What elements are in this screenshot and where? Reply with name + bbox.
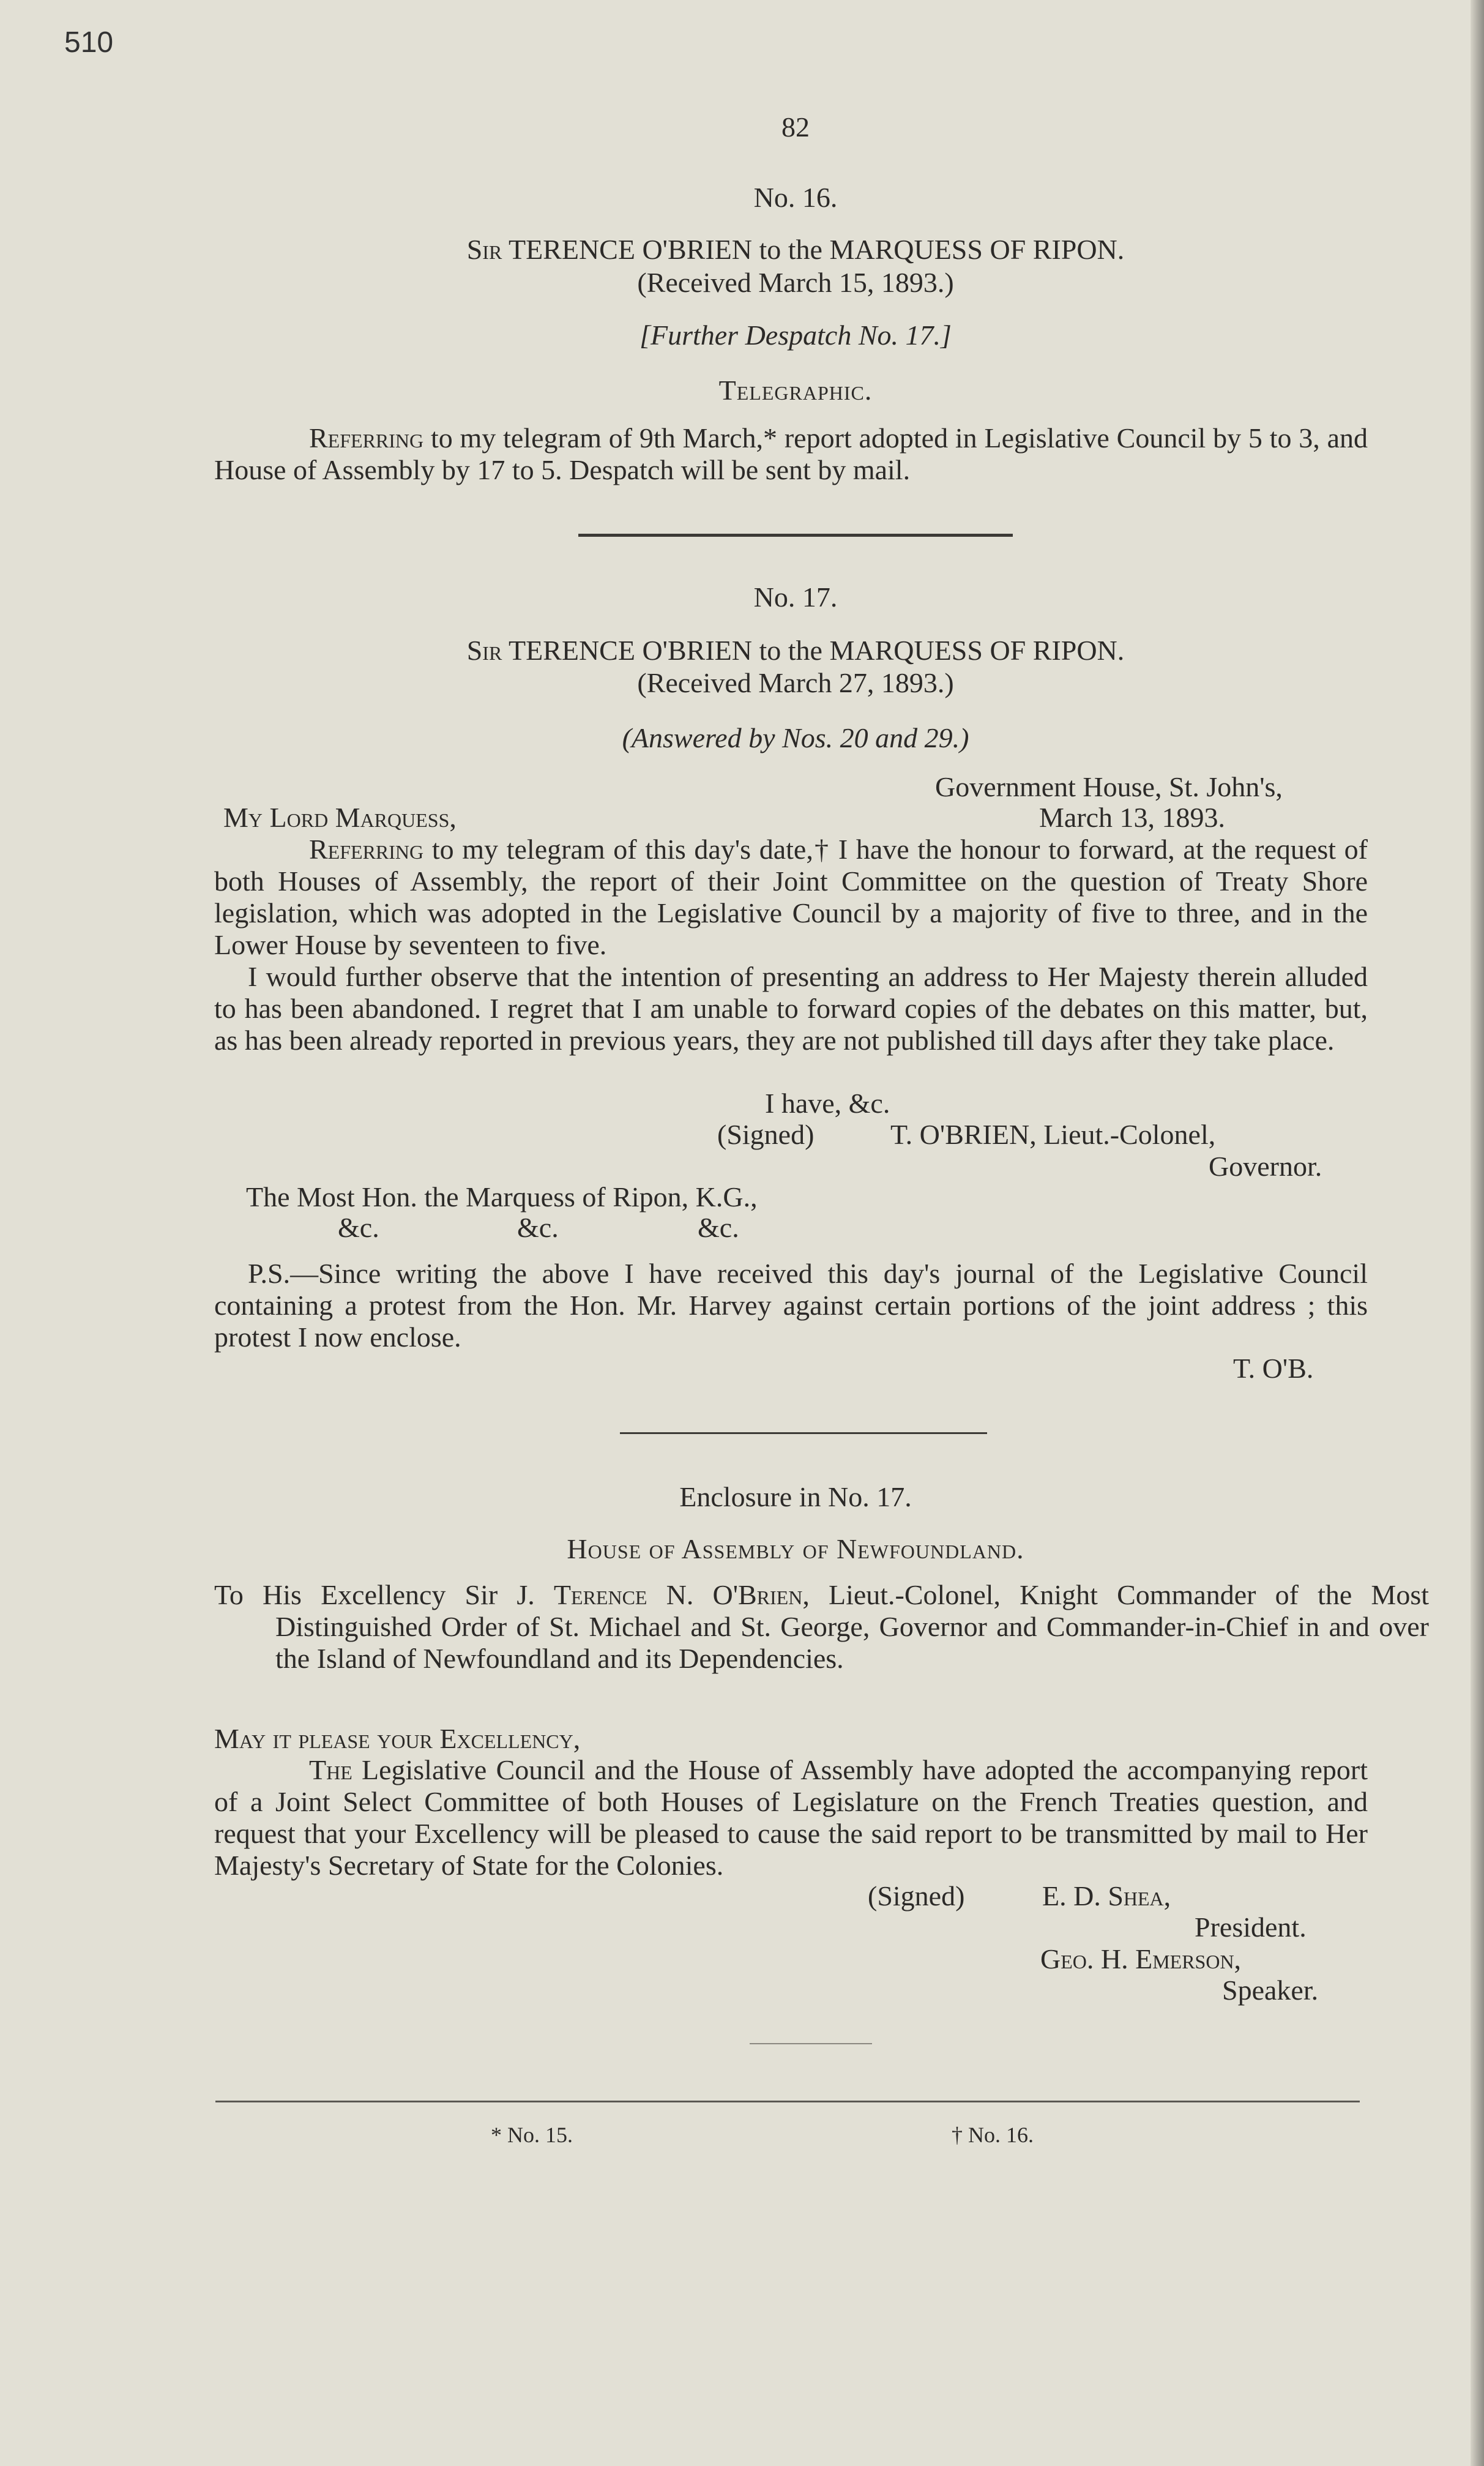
doc16-heading — [220, 234, 1371, 266]
footnote-1: * No. 15. — [491, 2123, 573, 2147]
enclosure-signed: (Signed) — [868, 1880, 965, 1911]
doc17-etc3: &c. — [698, 1212, 739, 1243]
doc17-etc2: &c. — [517, 1212, 559, 1243]
doc17-para1-lead: Referring — [309, 834, 424, 865]
enclosure-to-b: N. O' — [647, 1579, 738, 1610]
section-divider-2 — [620, 1432, 987, 1434]
doc16-further: [Further Despatch No. 17.] — [639, 319, 952, 351]
doc17-para1-text: to my telegram of this day's date,† I have the honour to forward, at the request of both Houses of Assembly, the report of their Joint Committee on the question of Treaty Shore legislation, which was adopted in the Legislative Council by a majority of five to three, and in the Lower House by seventeen to five. — [214, 834, 1368, 960]
doc16-body-text: to my telegram of 9th March,* report adopted in Legislative Council by 5 to 3, and House of Assembly by 17 to 5. Despatch will be sent by mail. — [214, 422, 1368, 485]
doc17-signed: (Signed) — [717, 1119, 815, 1150]
doc17-answered: (Answered by Nos. 20 and 29.) — [622, 722, 969, 753]
enclosure-to-name: Terence — [553, 1579, 647, 1610]
doc17-closing: I have, &c. — [765, 1088, 890, 1119]
footnote-2: † No. 16. — [952, 2123, 1034, 2147]
doc16-body-lead: Referring — [309, 422, 424, 454]
doc17-heading — [220, 635, 1371, 667]
doc17-ps-initials: T. O'B. — [1233, 1353, 1314, 1384]
doc17-received: (Received March 27, 1893.) — [637, 667, 954, 698]
page-number: 82 — [781, 111, 810, 143]
doc16-body — [214, 422, 1368, 486]
doc17-signer: T. O'BRIEN, Lieut.-Colonel, — [890, 1119, 1216, 1150]
enclosure-to-name2: Brien — [737, 1579, 803, 1610]
doc16-type: Telegraphic. — [718, 375, 873, 406]
doc17-para2: I would further observe that the intention of presenting an address to Her Majesty therein alluded to has been abandoned. I regret that I am unable to forward copies of the debates on this matter, but, as has been already reported in previous years, they are not published till days after they take place. — [214, 961, 1368, 1056]
enclosure-signer2-title: Speaker. — [1222, 1975, 1319, 2006]
doc16-number: No. 16. — [753, 182, 838, 213]
doc17-signer-title: Governor. — [1209, 1151, 1322, 1182]
doc17-para1 — [214, 834, 1368, 961]
doc17-number: No. 17. — [753, 581, 838, 613]
doc17-date: March 13, 1893. — [1039, 802, 1226, 833]
enclosure-salutation: May it please your Excellency, — [214, 1723, 581, 1754]
doc17-etc1: &c. — [338, 1212, 379, 1243]
doc17-addressee: The Most Hon. the Marquess of Ripon, K.G., — [246, 1181, 758, 1212]
enclosure-addressee — [214, 1579, 1429, 1675]
doc17-salutation: My Lord Marquess, — [223, 802, 457, 833]
doc17-place: Government House, St. John's, — [935, 771, 1283, 802]
enclosure-body-lead: The — [309, 1754, 352, 1785]
doc16-heading-main: TERENCE O'BRIEN to the MARQUESS OF RIPON. — [508, 234, 1125, 265]
page-edge-shadow — [1471, 0, 1484, 2466]
enclosure-to-c: , Lieut.-Colonel, Knight Commander of the Most Distinguished Order of St. Michael and St. George, Governor and Commander-in-Chief in and over the Island of Newfoundland and its Dependencies. — [275, 1579, 1430, 1674]
enclosure-signer1-title: President. — [1195, 1911, 1307, 1943]
doc17-postscript: P.S.—Since writing the above I have received this day's journal of the Legislative Council containing a protest from the Hon. Mr. Harvey against certain portions of the joint address ; this protest I now enclose. — [214, 1258, 1368, 1353]
enclosure-body-text: Legislative Council and the House of Assembly have adopted the accompanying report of a Joint Select Committee of both Houses of Legislature on the French Treaties question, and request that your Excellency will be pleased to cause the said report to be transmitted by mail to Her Majesty's Secretary of State for the Colonies. — [214, 1754, 1368, 1881]
enclosure-body — [214, 1754, 1368, 1881]
doc17-heading-prefix: Sir — [466, 635, 502, 666]
enclosure-subtitle: House of Assembly of Newfoundland. — [567, 1533, 1024, 1564]
doc17-heading-main: TERENCE O'BRIEN to the MARQUESS OF RIPON. — [508, 635, 1125, 666]
doc16-received: (Received March 15, 1893.) — [637, 267, 954, 298]
enclosure-signer1: E. D. Shea, — [1042, 1880, 1171, 1911]
archive-page-number: 510 — [64, 26, 114, 59]
enclosure-title: Enclosure in No. 17. — [679, 1481, 912, 1512]
enclosure-to-a: To His Excellency Sir J. — [214, 1579, 554, 1610]
section-divider — [578, 534, 1013, 537]
footnote-rule — [215, 2101, 1360, 2102]
short-rule — [750, 2043, 872, 2044]
doc16-heading-prefix: Sir — [466, 234, 502, 265]
enclosure-signer2: Geo. H. Emerson, — [1040, 1943, 1242, 1975]
